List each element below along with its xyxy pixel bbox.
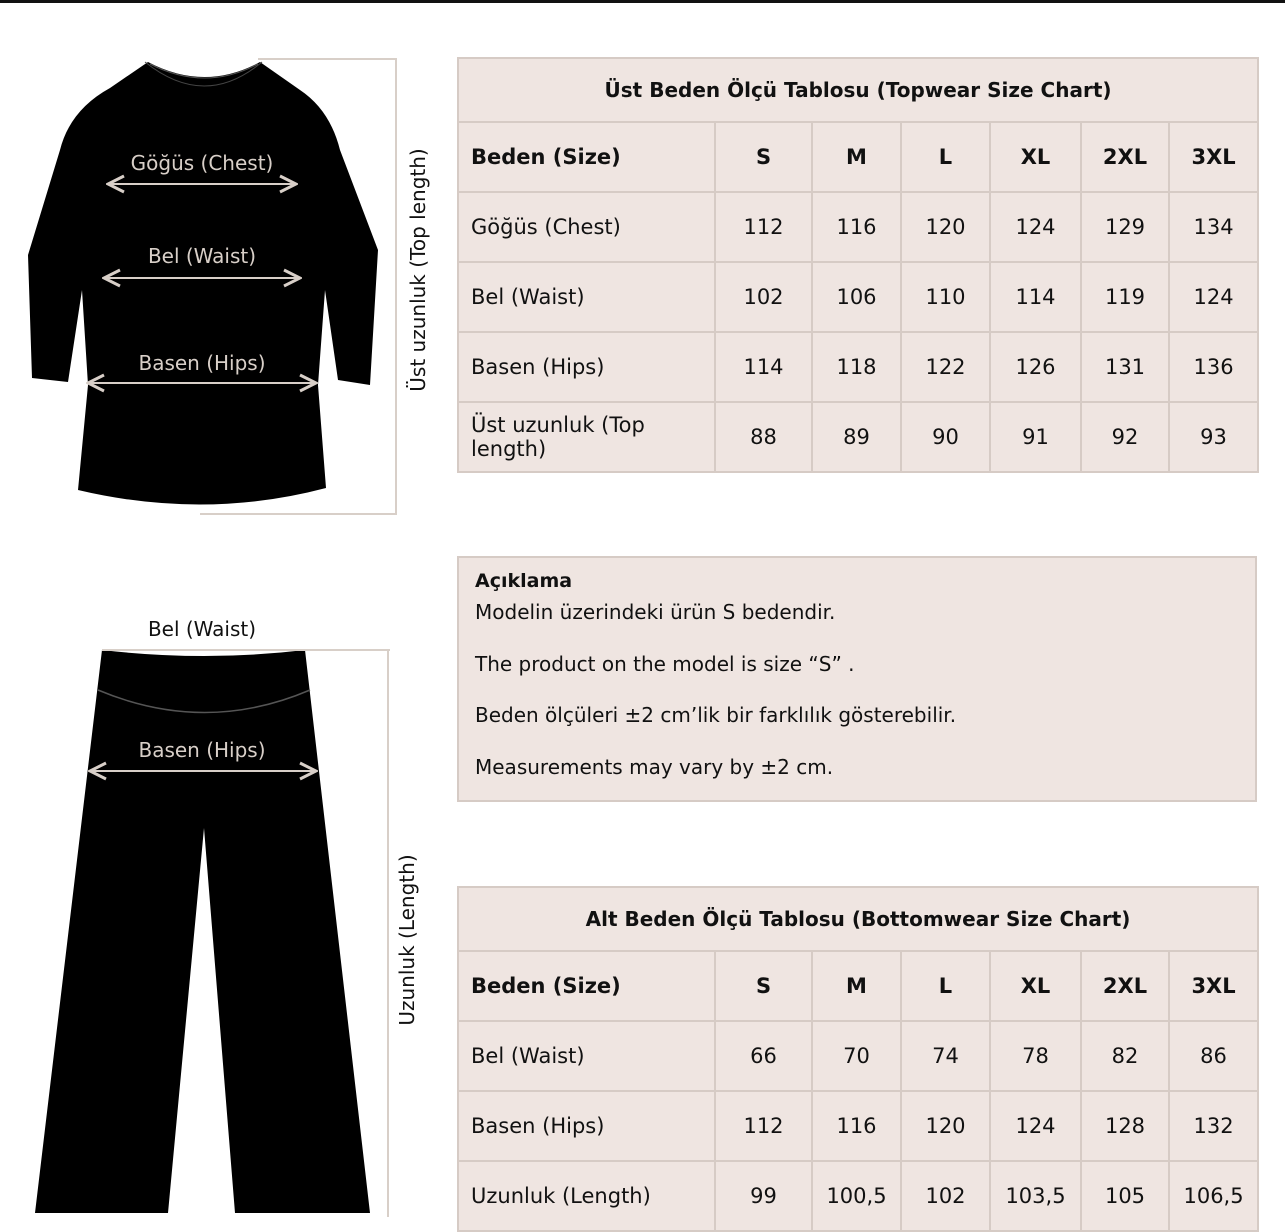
table-cell: 124	[1169, 262, 1258, 332]
header-cell: 3XL	[1169, 122, 1258, 192]
header-cell: 2XL	[1081, 122, 1169, 192]
top-garment-illustration	[28, 59, 430, 514]
table-cell: 134	[1169, 192, 1258, 262]
header-cell: XL	[990, 122, 1081, 192]
table-row	[458, 1091, 1258, 1161]
table-row	[458, 262, 1258, 332]
table-cell: 91	[990, 402, 1081, 472]
table-cell: 88	[715, 402, 812, 472]
table-cell: 89	[812, 402, 901, 472]
header-cell: Beden (Size)	[458, 951, 715, 1021]
table-header-row	[458, 951, 1258, 1021]
garment-illustrations	[0, 0, 450, 1217]
table-cell: 106	[812, 262, 901, 332]
table-cell: 112	[715, 192, 812, 262]
table-cell: 131	[1081, 332, 1169, 402]
bottomwear-chart-title: Alt Beden Ölçü Tablosu (Bottomwear Size Chart)	[458, 887, 1258, 951]
bottomwear-size-chart	[457, 886, 1259, 1232]
table-cell: 78	[990, 1021, 1081, 1091]
table-row	[458, 192, 1258, 262]
table-cell: 114	[990, 262, 1081, 332]
table-cell: 66	[715, 1021, 812, 1091]
table-cell: 106,5	[1169, 1161, 1258, 1231]
table-cell: 136	[1169, 332, 1258, 402]
row-label: Bel (Waist)	[458, 1021, 715, 1091]
header-cell: M	[812, 122, 901, 192]
table-cell: 116	[812, 1091, 901, 1161]
table-header-row	[458, 122, 1258, 192]
header-cell: M	[812, 951, 901, 1021]
table-cell: 128	[1081, 1091, 1169, 1161]
header-cell: L	[901, 122, 990, 192]
table-cell: 99	[715, 1161, 812, 1231]
description-line: Measurements may vary by ±2 cm.	[475, 754, 834, 779]
top-waist-label: Bel (Waist)	[147, 244, 257, 268]
table-row	[458, 402, 1258, 472]
description-title: Açıklama	[475, 570, 573, 592]
bottom-waist-label: Bel (Waist)	[147, 617, 257, 641]
table-cell: 105	[1081, 1161, 1169, 1231]
topwear-chart-title: Üst Beden Ölçü Tablosu (Topwear Size Chart)	[458, 58, 1258, 122]
header-cell: L	[901, 951, 990, 1021]
table-cell: 126	[990, 332, 1081, 402]
header-cell: 3XL	[1169, 951, 1258, 1021]
bottom-length-label: Uzunluk (Length)	[395, 854, 419, 1026]
description-line: The product on the model is size “S” .	[475, 651, 855, 676]
header-cell: 2XL	[1081, 951, 1169, 1021]
top-hips-label: Basen (Hips)	[138, 351, 266, 375]
table-cell: 124	[990, 192, 1081, 262]
header-cell: XL	[990, 951, 1081, 1021]
table-cell: 114	[715, 332, 812, 402]
row-label: Bel (Waist)	[458, 262, 715, 332]
table-cell: 120	[901, 1091, 990, 1161]
top-length-label: Üst uzunluk (Top length)	[406, 148, 430, 392]
table-row	[458, 1021, 1258, 1091]
table-cell: 74	[901, 1021, 990, 1091]
table-row	[458, 332, 1258, 402]
table-cell: 122	[901, 332, 990, 402]
table-cell: 118	[812, 332, 901, 402]
topwear-size-chart	[457, 57, 1259, 473]
table-cell: 102	[715, 262, 812, 332]
table-cell: 116	[812, 192, 901, 262]
row-label: Basen (Hips)	[458, 1091, 715, 1161]
table-cell: 100,5	[812, 1161, 901, 1231]
table-cell: 112	[715, 1091, 812, 1161]
table-cell: 82	[1081, 1021, 1169, 1091]
table-cell: 119	[1081, 262, 1169, 332]
bottom-garment-illustration	[35, 617, 419, 1217]
description-line: Modelin üzerindeki ürün S bedendir.	[475, 600, 836, 624]
table-cell: 124	[990, 1091, 1081, 1161]
row-label: Basen (Hips)	[458, 332, 715, 402]
header-cell: Beden (Size)	[458, 122, 715, 192]
table-row	[458, 1161, 1258, 1231]
row-label: Uzunluk (Length)	[458, 1161, 715, 1231]
table-cell: 93	[1169, 402, 1258, 472]
table-cell: 90	[901, 402, 990, 472]
row-label: Göğüs (Chest)	[458, 192, 715, 262]
table-cell: 103,5	[990, 1161, 1081, 1231]
table-cell: 70	[812, 1021, 901, 1091]
table-cell: 86	[1169, 1021, 1258, 1091]
description-box	[457, 556, 1257, 802]
top-chest-label: Göğüs (Chest)	[130, 151, 274, 175]
table-cell: 110	[901, 262, 990, 332]
bottom-hips-label: Basen (Hips)	[138, 738, 266, 762]
description-line: Beden ölçüleri ±2 cm’lik bir farklılık gösterebilir.	[475, 703, 957, 727]
table-cell: 102	[901, 1161, 990, 1231]
row-label: Üst uzunluk (Top length)	[458, 402, 715, 472]
header-cell: S	[715, 122, 812, 192]
table-cell: 120	[901, 192, 990, 262]
table-cell: 129	[1081, 192, 1169, 262]
table-cell: 92	[1081, 402, 1169, 472]
table-cell: 132	[1169, 1091, 1258, 1161]
header-cell: S	[715, 951, 812, 1021]
